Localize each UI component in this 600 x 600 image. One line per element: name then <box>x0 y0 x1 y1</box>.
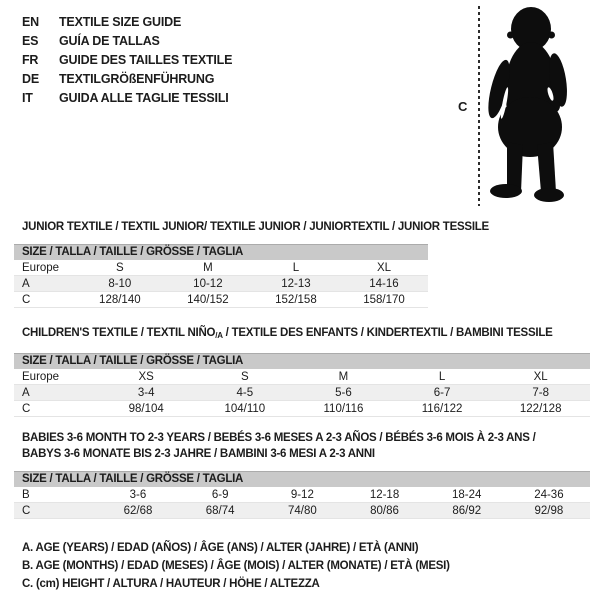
value-cell: 18-24 <box>426 487 508 503</box>
value-cell: 8-10 <box>76 276 164 292</box>
row-label-cell: Europe <box>14 260 76 276</box>
row-label-cell: Europe <box>14 369 97 385</box>
table-row <box>14 385 590 401</box>
language-title: TEXTILGRÖßENFÜHRUNG <box>59 72 215 86</box>
row-label-cell: A <box>14 385 97 401</box>
value-cell: 9-12 <box>261 487 343 503</box>
language-title-list <box>0 0 454 212</box>
babies-title-line-2: BABYS 3-6 MONATE BIS 2-3 JAHRE / BAMBINI 3-6 MESI A 2-3 ANNI <box>22 448 375 460</box>
value-cell: 80/86 <box>343 503 425 519</box>
value-cell: S <box>196 369 295 385</box>
value-cell: 7-8 <box>491 385 590 401</box>
row-label-cell: B <box>14 487 97 503</box>
height-dotted-line-icon <box>478 6 480 206</box>
baby-silhouette-icon <box>487 6 569 204</box>
size-table-header-bar: SIZE / TALLA / TAILLE / GRÖSSE / TAGLIA <box>14 471 590 487</box>
header-block <box>0 0 600 212</box>
size-table-header-bar: SIZE / TALLA / TAILLE / GRÖSSE / TAGLIA <box>14 353 590 369</box>
size-table-header-bar: SIZE / TALLA / TAILLE / GRÖSSE / TAGLIA <box>14 244 428 260</box>
value-cell: 122/128 <box>491 401 590 417</box>
footnotes <box>22 539 600 593</box>
value-cell: 86/92 <box>426 503 508 519</box>
table-row <box>14 292 428 308</box>
value-cell: 62/68 <box>97 503 179 519</box>
footnote-b: B. AGE (MONTHS) / EDAD (MESES) / ÂGE (MOIS) / ALTER (MONATE) / ETÀ (MESI) <box>22 560 450 572</box>
value-cell: 3-4 <box>97 385 196 401</box>
table-row <box>14 401 590 417</box>
value-cell: 24-36 <box>508 487 590 503</box>
value-cell: 5-6 <box>294 385 393 401</box>
value-cell: 12-13 <box>252 276 340 292</box>
value-cell: 4-5 <box>196 385 295 401</box>
babies-section-title <box>22 430 600 462</box>
value-cell: L <box>393 369 492 385</box>
table-row <box>14 260 428 276</box>
value-cell: 92/98 <box>508 503 590 519</box>
value-cell: 98/104 <box>97 401 196 417</box>
value-cell: 158/170 <box>340 292 428 308</box>
value-cell: XL <box>340 260 428 276</box>
value-cell: XS <box>97 369 196 385</box>
value-cell: 128/140 <box>76 292 164 308</box>
children-size-table <box>14 353 590 417</box>
children-section-title <box>22 325 600 344</box>
row-label-cell: A <box>14 276 76 292</box>
junior-size-table <box>14 244 428 308</box>
language-title: GUIDE DES TAILLES TEXTILE <box>59 53 233 67</box>
language-row <box>22 32 454 51</box>
language-code: EN <box>22 15 39 29</box>
value-cell: 12-18 <box>343 487 425 503</box>
row-label-cell: C <box>14 401 97 417</box>
value-cell: 6-7 <box>393 385 492 401</box>
language-row <box>22 13 454 32</box>
baby-height-figure <box>454 0 600 212</box>
language-code: ES <box>22 34 39 48</box>
children-title-subscript: /A <box>215 331 223 340</box>
value-cell: 152/158 <box>252 292 340 308</box>
language-row <box>22 70 454 89</box>
footnote-a: A. AGE (YEARS) / EDAD (AÑOS) / ÂGE (ANS) / ALTER (JAHRE) / ETÀ (ANNI) <box>22 542 419 554</box>
height-measure-label: C <box>458 99 468 114</box>
value-cell: 3-6 <box>97 487 179 503</box>
children-title-main: CHILDREN'S TEXTILE / TEXTIL NIÑO <box>22 327 216 339</box>
junior-section-title: JUNIOR TEXTILE / TEXTIL JUNIOR/ TEXTILE JUNIOR / JUNIORTEXTIL / JUNIOR TESSILE <box>22 221 489 233</box>
value-cell: M <box>164 260 252 276</box>
language-code: FR <box>22 53 39 67</box>
babies-size-table <box>14 471 590 519</box>
value-cell: 68/74 <box>179 503 261 519</box>
language-title: GUIDA ALLE TAGLIE TESSILI <box>59 91 229 105</box>
language-title: TEXTILE SIZE GUIDE <box>59 15 182 29</box>
language-title: GUÍA DE TALLAS <box>59 34 160 48</box>
language-row <box>22 89 454 108</box>
language-code: IT <box>22 91 33 105</box>
value-cell: 110/116 <box>294 401 393 417</box>
value-cell: 116/122 <box>393 401 492 417</box>
value-cell: 10-12 <box>164 276 252 292</box>
footnote-c: C. (cm) HEIGHT / ALTURA / HAUTEUR / HÖHE / ALTEZZA <box>22 578 320 590</box>
children-title-rest: / TEXTILE DES ENFANTS / KINDERTEXTIL / BAMBINI TESSILE <box>222 327 553 339</box>
value-cell: 104/110 <box>196 401 295 417</box>
value-cell: XL <box>491 369 590 385</box>
row-label-cell: C <box>14 292 76 308</box>
value-cell: 6-9 <box>179 487 261 503</box>
table-row <box>14 503 590 519</box>
value-cell: 140/152 <box>164 292 252 308</box>
value-cell: 74/80 <box>261 503 343 519</box>
value-cell: L <box>252 260 340 276</box>
language-row <box>22 51 454 70</box>
table-row <box>14 369 590 385</box>
table-row <box>14 276 428 292</box>
value-cell: M <box>294 369 393 385</box>
row-label-cell: C <box>14 503 97 519</box>
junior-section <box>0 219 600 308</box>
table-row <box>14 487 590 503</box>
value-cell: 14-16 <box>340 276 428 292</box>
babies-title-line-1: BABIES 3-6 MONTH TO 2-3 YEARS / BEBÉS 3-6 MESES A 2-3 AÑOS / BÉBÉS 3-6 MOIS À 2-3 ANS / <box>22 432 536 444</box>
language-code: DE <box>22 72 39 86</box>
value-cell: S <box>76 260 164 276</box>
children-section <box>0 325 600 417</box>
babies-section <box>0 430 600 519</box>
